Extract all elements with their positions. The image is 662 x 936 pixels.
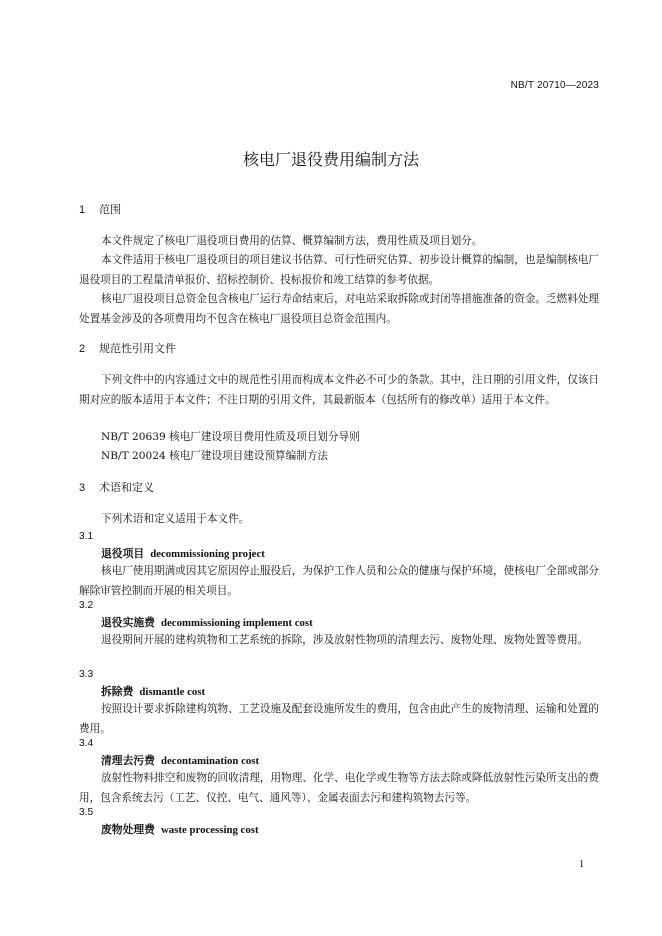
term-definition: 核电厂使用期满或因其它原因停止服役后，为保护工作人员和公众的健康与保护环境，使核电厂全部或部分解除审管控制而开展的相关项目。 <box>79 565 599 597</box>
term-en: decommissioning implement cost <box>160 617 313 629</box>
document-title: 核电厂退役费用编制方法 <box>242 152 419 169</box>
term-heading <box>101 822 259 837</box>
term-heading <box>101 615 313 630</box>
term-heading <box>101 753 259 768</box>
term-heading <box>101 546 265 561</box>
section-number: 2 <box>79 343 86 355</box>
clause-number: 3.4 <box>79 738 94 749</box>
term-zh: 退役实施费 <box>101 616 155 629</box>
term-definition: 按照设计要求拆除建构筑物、工艺设施及配套设施所发生的费用，包含由此产生的废物清理、运输和处置的费用。 <box>79 703 599 735</box>
scope-paragraph-2: 本文件适用于核电厂退役项目的项目建议书估算、可行性研究估算、初步设计概算的编制，也是编制核电厂退役项目的工程量清单报价、招标控制价、投标报价和竣工结算的参考依据。 <box>79 254 599 286</box>
term-zh: 清理去污费 <box>101 754 155 767</box>
section-heading-terms <box>79 479 154 495</box>
clause-number: 3.5 <box>79 807 94 818</box>
term-zh: 拆除费 <box>101 685 134 698</box>
section-heading-scope <box>79 201 121 217</box>
clause-number: 3.3 <box>79 669 94 680</box>
scope-paragraph-3: 核电厂退役项目总资金包含核电厂运行寿命结束后，对电站采取拆除或封闭等措施准备的资金。乏燃料处理处置基金涉及的各项费用均不包含在核电厂退役项目总资金范围内。 <box>79 293 599 325</box>
clause-number: 3.1 <box>79 531 94 542</box>
term-definition: 放射性物料排空和废物的回收清理，用物理、化学、电化学或生物等方法去除或降低放射性污染所支出的费用，包含系统去污（工艺、仪控、电气、通风等）、金属表面去污和建构筑物去污等。 <box>79 772 599 804</box>
term-en: waste processing cost <box>160 824 259 836</box>
page-number: 1 <box>579 859 584 870</box>
term-en: decommissioning project <box>150 548 265 560</box>
term-en: dismantle cost <box>139 686 206 698</box>
clause-number: 3.2 <box>79 600 94 611</box>
section-number: 1 <box>79 204 86 216</box>
term-zh: 退役项目 <box>101 547 145 560</box>
scope-paragraph-1: 本文件规定了核电厂退役项目费用的估算、概算编制方法，费用性质及项目划分。 <box>101 235 483 247</box>
terms-intro: 下列术语和定义适用于本文件。 <box>101 513 250 525</box>
section-title: 术语和定义 <box>99 482 154 494</box>
term-definition: 退役期间开展的建构筑物和工艺系统的拆除，涉及放射性物项的清理去污、废物处理、废物处置等费用。 <box>101 634 589 646</box>
reference-item: NB/T 20639 核电厂建设项目费用性质及项目划分导则 <box>101 431 360 443</box>
standard-code: NB/T 20710—2023 <box>510 80 599 91</box>
references-paragraph: 下列文件中的内容通过文中的规范性引用而构成本文件必不可少的条款。其中，注日期的引用文件，仅该日期对应的版本适用于本文件；不注日期的引用文件，其最新版本（包括所有的修改单）适用于本文件。 <box>79 374 599 406</box>
section-title: 规范性引用文件 <box>99 343 176 355</box>
section-heading-normative-references <box>79 340 176 356</box>
section-number: 3 <box>79 482 86 494</box>
term-zh: 废物处理费 <box>101 823 155 836</box>
term-heading <box>101 684 205 699</box>
reference-item: NB/T 20024 核电厂建设项目建设预算编制方法 <box>101 450 329 462</box>
term-en: decontamination cost <box>160 755 260 767</box>
section-title: 范围 <box>99 204 121 216</box>
